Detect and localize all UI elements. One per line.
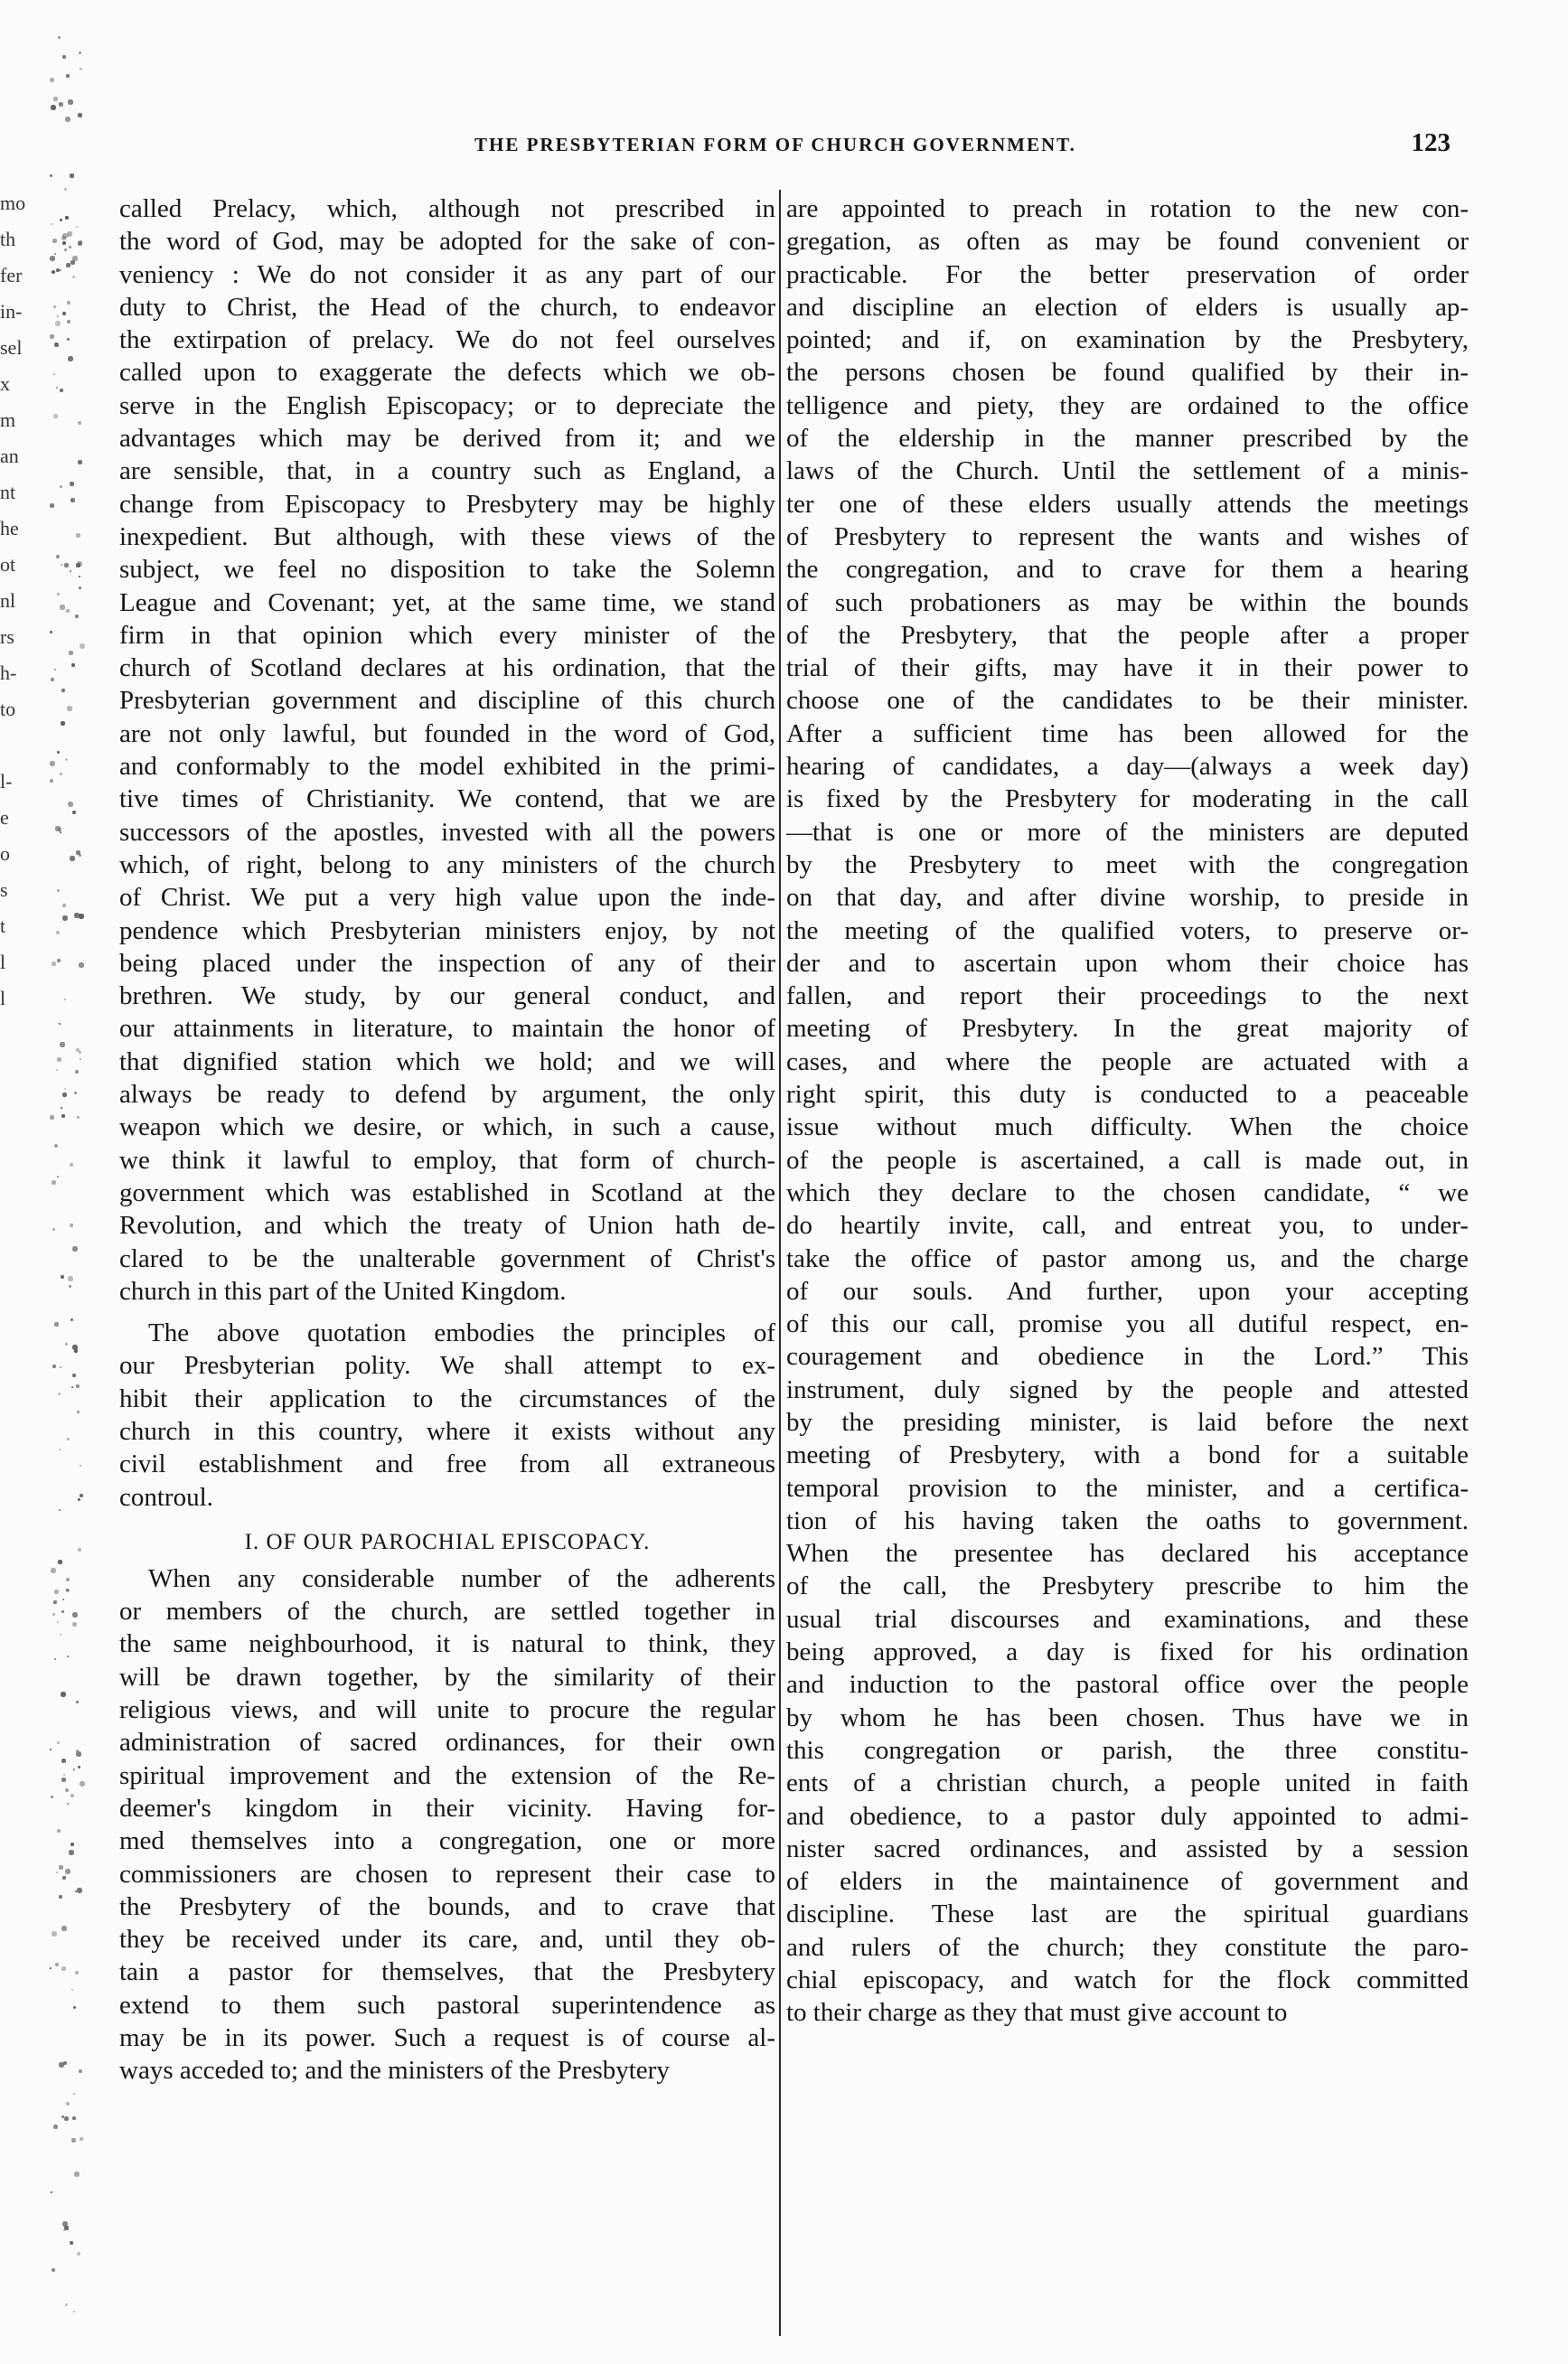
- text-line: Revolution, and which the treaty of Union hath de-: [119, 1211, 775, 1241]
- text-line: temporal provision to the minister, and a certifica-: [786, 1473, 1469, 1503]
- margin-fragment: l: [0, 987, 6, 1009]
- left-margin-fragments: [0, 185, 54, 1089]
- margin-fragment: nt: [0, 481, 16, 503]
- margin-fragment: e: [0, 806, 9, 829]
- text-line: tive times of Christianity. We contend, that we are: [119, 784, 775, 814]
- text-line: Presbyterian government and discipline of this church: [119, 686, 775, 716]
- text-line: fallen, and report their proceedings to the next: [786, 981, 1469, 1011]
- text-line: that dignified station which we hold; and we will: [119, 1046, 775, 1076]
- text-line: of Christ. We put a very high value upon the inde-: [119, 883, 775, 913]
- text-line: the Presbytery of the bounds, and to crave that: [119, 1891, 775, 1921]
- text-line: called upon to exaggerate the defects which we ob-: [119, 358, 775, 388]
- text-line: firm in that opinion which every minister of the: [119, 620, 775, 650]
- text-line: choose one of the candidates to be their minister.: [786, 686, 1469, 716]
- text-line: spiritual improvement and the extension of the Re-: [119, 1760, 775, 1790]
- text-line: of our souls. And further, upon your accepting: [786, 1276, 1469, 1306]
- text-line: telligence and piety, they are ordained to the office: [786, 390, 1469, 420]
- text-line: gregation, as often as may be found convenient or: [786, 227, 1469, 257]
- margin-fragment: nl: [0, 589, 16, 612]
- text-line: right spirit, this duty is conducted to a peaceable: [786, 1080, 1469, 1110]
- text-line: religious views, and will unite to procure the regular: [119, 1695, 775, 1725]
- running-title: THE PRESBYTERIAN FORM OF CHURCH GOVERNMENT.: [474, 134, 1076, 155]
- text-line: the persons chosen be found qualified by their in-: [786, 358, 1469, 388]
- text-line: they be received under its care, and, until they ob-: [119, 1925, 775, 1955]
- margin-fragment: sel: [0, 336, 23, 359]
- margin-fragment: mo: [0, 192, 26, 214]
- section-heading: I. OF OUR PAROCHIAL EPISCOPACY.: [244, 1529, 651, 1554]
- text-line: meeting of Presbytery. In the great majority of: [786, 1014, 1469, 1044]
- text-line: called Prelacy, which, although not prescribed in: [119, 194, 775, 223]
- text-line: extend to them such pastoral superintendence as: [119, 1990, 775, 2020]
- text-line: trial of their gifts, may have it in their power to: [786, 653, 1469, 683]
- text-line: clared to be the unalterable government of Christ's: [119, 1243, 775, 1273]
- text-line: of Presbytery to represent the wants and wishes of: [786, 521, 1469, 551]
- text-line: are appointed to preach in rotation to the new con-: [786, 194, 1469, 223]
- column-divider: [779, 190, 781, 2336]
- text-line: the extirpation of prelacy. We do not feel ourselves: [119, 325, 775, 355]
- text-line: and induction to the pastoral office over the people: [786, 1670, 1469, 1700]
- margin-fragment: l: [0, 951, 6, 973]
- text-line: church in this country, where it exists without any: [119, 1416, 775, 1446]
- text-line: ter one of these elders usually attends the meetings: [786, 489, 1469, 519]
- margin-fragment: [0, 727, 54, 764]
- margin-fragment: t: [0, 915, 6, 937]
- text-line: of the people is ascertained, a call is made out, in: [786, 1145, 1469, 1175]
- text-line: civil establishment and free from all extraneous: [119, 1449, 775, 1479]
- text-line: church in this part of the United Kingdom.: [119, 1276, 567, 1306]
- margin-fragment: x: [0, 372, 10, 395]
- margin-fragment: ot: [0, 553, 16, 576]
- margin-fragment: he: [0, 517, 19, 539]
- margin-fragment: o: [0, 842, 10, 865]
- text-line: and conformably to the model exhibited in the primi-: [119, 752, 775, 782]
- text-line: government which was established in Scotland at the: [119, 1177, 775, 1207]
- text-line: which, of right, belong to any ministers of the church: [119, 849, 775, 879]
- text-line: are not only lawful, but founded in the word of God,: [119, 718, 775, 748]
- right-column: [786, 192, 1469, 2030]
- text-line: being placed under the inspection of any of their: [119, 948, 775, 978]
- text-line: advantages which may be derived from it; and we: [119, 424, 775, 454]
- text-line: meeting of Presbytery, with a bond for a suitable: [786, 1440, 1469, 1470]
- margin-fragment: to: [0, 698, 16, 720]
- text-line: instrument, duly signed by the people and attested: [786, 1374, 1469, 1404]
- text-line: administration of sacred ordinances, for their own: [119, 1728, 775, 1758]
- text-line: on that day, and after divine worship, to preside in: [786, 883, 1469, 913]
- left-column: [119, 192, 775, 2087]
- text-line: der and to ascertain upon whom their choice has: [786, 948, 1469, 978]
- text-line: or members of the church, are settled together in: [119, 1597, 775, 1627]
- text-line: When the presentee has declared his acceptance: [786, 1539, 1469, 1569]
- text-line: our Presbyterian polity. We shall attempt to ex-: [119, 1351, 775, 1381]
- text-line: —that is one or more of the ministers are deputed: [786, 817, 1469, 847]
- text-line: When any considerable number of the adherents: [148, 1563, 775, 1593]
- text-line: subject, we feel no disposition to take the Solemn: [119, 555, 775, 585]
- text-line: by whom he has been chosen. Thus have we in: [786, 1703, 1469, 1732]
- text-line: do heartily invite, call, and entreat you, to under-: [786, 1211, 1469, 1241]
- text-line: may be in its power. Such a request is of course al-: [119, 2023, 775, 2053]
- margin-fragment: rs: [0, 625, 14, 648]
- text-line: of such probationers as may be within the bounds: [786, 587, 1469, 617]
- text-line: always be ready to defend by argument, the only: [119, 1080, 775, 1110]
- text-line: of the eldership in the manner prescribed by the: [786, 424, 1469, 454]
- running-header: [474, 128, 1451, 164]
- text-line: laws of the Church. Until the settlement of a minis-: [786, 456, 1469, 486]
- text-line: controul.: [119, 1482, 213, 1512]
- text-line: pointed; and if, on examination by the Presbytery,: [786, 325, 1469, 355]
- text-line: the congregation, and to crave for them a hearing: [786, 555, 1469, 585]
- text-line: will be drawn together, by the similarity of their: [119, 1662, 775, 1692]
- page-number: 123: [1411, 128, 1451, 157]
- text-line: brethren. We study, by our general conduct, and: [119, 981, 775, 1011]
- text-line: and rulers of the church; they constitute the paro-: [786, 1932, 1469, 1962]
- margin-fragment: an: [0, 445, 19, 467]
- text-line: veniency : We do not consider it as any part of our: [119, 259, 775, 289]
- text-line: are sensible, that, in a country such as England, a: [119, 456, 775, 486]
- text-line: being approved, a day is fixed for his ordination: [786, 1637, 1469, 1667]
- text-line: After a sufficient time has been allowed for the: [786, 718, 1469, 748]
- margin-fragment: fer: [0, 264, 23, 286]
- text-line: of the call, the Presbytery prescribe to him the: [786, 1571, 1469, 1601]
- paragraph-continued: [786, 192, 1469, 2030]
- text-line: of elders in the maintainence of government and: [786, 1867, 1469, 1897]
- text-line: the meeting of the qualified voters, to preserve or-: [786, 915, 1469, 945]
- binding-edge-speckle: [50, 36, 86, 2364]
- text-line: of this our call, promise you all dutiful respect, en-: [786, 1309, 1469, 1339]
- text-line: couragement and obedience in the Lord.” This: [786, 1342, 1469, 1372]
- text-line: duty to Christ, the Head of the church, to endeavor: [119, 292, 775, 322]
- text-line: the word of God, may be adopted for the sake of con-: [119, 227, 775, 257]
- text-line: issue without much difficulty. When the choice: [786, 1112, 1469, 1142]
- text-line: by the presiding minister, is laid before the next: [786, 1407, 1469, 1437]
- text-line: church of Scotland declares at his ordination, that the: [119, 653, 775, 683]
- margin-fragment: s: [0, 878, 8, 901]
- paragraph-quotation: [119, 192, 775, 1308]
- text-line: hibit their application to the circumstances of the: [119, 1384, 775, 1413]
- text-line: tain a pastor for themselves, that the Presbytery: [119, 1957, 775, 1987]
- text-line: ways acceded to; and the ministers of the Presbytery: [119, 2056, 670, 2086]
- text-line: pendence which Presbyterian ministers enjoy, by not: [119, 915, 775, 945]
- text-line: the same neighbourhood, it is natural to think, they: [119, 1629, 775, 1659]
- paragraph-polity: [119, 1317, 775, 1514]
- margin-fragment: l-: [0, 770, 13, 793]
- text-line: and obedience, to a pastor duly appointed to admi-: [786, 1801, 1469, 1831]
- text-line: usual trial discourses and examinations, and these: [786, 1604, 1469, 1634]
- text-line: chial episcopacy, and watch for the flock committed: [786, 1965, 1469, 1995]
- text-line: practicable. For the better preservation of order: [786, 259, 1469, 289]
- text-line: our attainments in literature, to maintain the honor of: [119, 1014, 775, 1044]
- text-line: is fixed by the Presbytery for moderating in the call: [786, 784, 1469, 814]
- paragraph-congregation: [119, 1562, 775, 2087]
- text-line: change from Episcopacy to Presbytery may be highly: [119, 489, 775, 519]
- text-line: discipline. These last are the spiritual guardians: [786, 1900, 1469, 1929]
- margin-fragment: h-: [0, 661, 17, 684]
- text-line: of the Presbytery, that the people after a proper: [786, 620, 1469, 650]
- text-line: this congregation or parish, the three constitu-: [786, 1735, 1469, 1765]
- margin-fragment: m: [0, 408, 16, 431]
- margin-fragment: in-: [0, 300, 23, 323]
- text-line: hearing of candidates, a day—(always a week day): [786, 752, 1469, 782]
- text-line: League and Covenant; yet, at the same time, we stand: [119, 587, 775, 617]
- text-line: tion of his having taken the oaths to government.: [786, 1506, 1469, 1535]
- text-line: to their charge as they that must give account to: [786, 1998, 1288, 2028]
- text-line: inexpedient. But although, with these views of the: [119, 521, 775, 551]
- text-line: nister sacred ordinances, and assisted by a session: [786, 1834, 1469, 1863]
- text-line: deemer's kingdom in their vicinity. Having for-: [119, 1793, 775, 1823]
- margin-fragment: th: [0, 228, 16, 250]
- text-line: commissioners are chosen to represent their case to: [119, 1859, 775, 1889]
- text-line: serve in the English Episcopacy; or to depreciate the: [119, 390, 775, 420]
- text-line: take the office of pastor among us, and the charge: [786, 1243, 1469, 1273]
- text-line: which they declare to the chosen candidate, “ we: [786, 1177, 1469, 1207]
- text-line: and discipline an election of elders is usually ap-: [786, 292, 1469, 322]
- text-line: weapon which we desire, or which, in such a cause,: [119, 1112, 775, 1142]
- text-line: we think it lawful to employ, that form of church-: [119, 1145, 775, 1175]
- text-line: ents of a christian church, a people united in faith: [786, 1768, 1469, 1798]
- text-line: successors of the apostles, invested with all the powers: [119, 817, 775, 847]
- text-line: The above quotation embodies the principles of: [148, 1318, 775, 1348]
- text-line: med themselves into a congregation, one or more: [119, 1826, 775, 1856]
- text-line: by the Presbytery to meet with the congregation: [786, 849, 1469, 879]
- text-line: cases, and where the people are actuated with a: [786, 1046, 1469, 1076]
